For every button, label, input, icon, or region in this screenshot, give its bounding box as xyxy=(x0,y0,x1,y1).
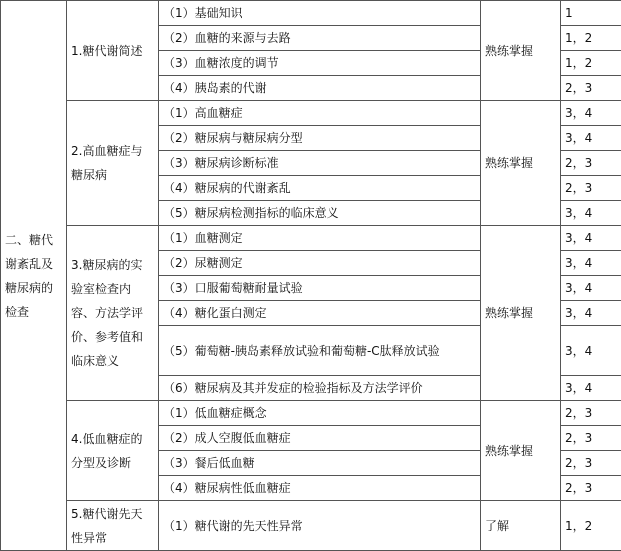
grade-cell: 3，4 xyxy=(561,326,621,376)
table-row xyxy=(1,501,621,551)
item-cell: （1）血糖测定 xyxy=(159,226,481,251)
item-cell: （2）糖尿病与糖尿病分型 xyxy=(159,126,481,151)
grade-cell: 1 xyxy=(561,1,621,26)
item-cell: （3）口服葡萄糖耐量试验 xyxy=(159,276,481,301)
item-cell: （3）血糖浓度的调节 xyxy=(159,51,481,76)
grade-cell: 3，4 xyxy=(561,201,621,226)
grade-cell: 3，4 xyxy=(561,276,621,301)
grade-cell: 3，4 xyxy=(561,376,621,401)
grade-cell: 2，3 xyxy=(561,451,621,476)
requirement-cell: 了解 xyxy=(481,501,561,551)
topic-cell: 4.低血糖症的分型及诊断 xyxy=(67,401,159,501)
requirement-cell: 熟练掌握 xyxy=(481,401,561,501)
table-row xyxy=(1,101,621,126)
grade-cell: 2，3 xyxy=(561,151,621,176)
grade-cell: 1，2 xyxy=(561,51,621,76)
requirement-cell: 熟练掌握 xyxy=(481,101,561,226)
item-cell: （4）糖尿病性低血糖症 xyxy=(159,476,481,501)
requirement-cell: 熟练掌握 xyxy=(481,226,561,401)
grade-cell: 2，3 xyxy=(561,176,621,201)
table-row xyxy=(1,401,621,426)
item-cell: （4）糖尿病的代谢紊乱 xyxy=(159,176,481,201)
item-cell: （2）血糖的来源与去路 xyxy=(159,26,481,51)
grade-cell: 3，4 xyxy=(561,226,621,251)
item-cell: （5）糖尿病检测指标的临床意义 xyxy=(159,201,481,226)
unit-cell: 二、糖代谢紊乱及糖尿病的检查 xyxy=(1,1,67,551)
item-cell: （1）糖代谢的先天性异常 xyxy=(159,501,481,551)
grade-cell: 3，4 xyxy=(561,251,621,276)
item-cell: （3）糖尿病诊断标准 xyxy=(159,151,481,176)
topic-cell: 2.高血糖症与糖尿病 xyxy=(67,101,159,226)
grade-cell: 3，4 xyxy=(561,301,621,326)
topic-cell: 5.糖代谢先天性异常 xyxy=(67,501,159,551)
topic-cell: 1.糖代谢简述 xyxy=(67,1,159,101)
table-row xyxy=(1,226,621,251)
item-cell: （1）高血糖症 xyxy=(159,101,481,126)
topic-cell: 3.糖尿病的实验室检查内容、方法学评价、参考值和临床意义 xyxy=(67,226,159,401)
item-cell: （4）糖化蛋白测定 xyxy=(159,301,481,326)
grade-cell: 3，4 xyxy=(561,126,621,151)
requirement-cell: 熟练掌握 xyxy=(481,1,561,101)
item-cell: （2）尿糖测定 xyxy=(159,251,481,276)
item-cell: （6）糖尿病及其并发症的检验指标及方法学评价 xyxy=(159,376,481,401)
grade-cell: 2，3 xyxy=(561,476,621,501)
grade-cell: 2，3 xyxy=(561,426,621,451)
grade-cell: 1，2 xyxy=(561,501,621,551)
table-row xyxy=(1,1,621,26)
item-cell: （1）低血糖症概念 xyxy=(159,401,481,426)
grade-cell: 2，3 xyxy=(561,76,621,101)
grade-cell: 3，4 xyxy=(561,101,621,126)
item-cell: （3）餐后低血糖 xyxy=(159,451,481,476)
item-cell: （2）成人空腹低血糖症 xyxy=(159,426,481,451)
item-cell: （4）胰岛素的代谢 xyxy=(159,76,481,101)
item-cell: （1）基础知识 xyxy=(159,1,481,26)
item-cell: （5）葡萄糖-胰岛素释放试验和葡萄糖-C肽释放试验 xyxy=(159,326,481,376)
grade-cell: 1，2 xyxy=(561,26,621,51)
grade-cell: 2，3 xyxy=(561,401,621,426)
